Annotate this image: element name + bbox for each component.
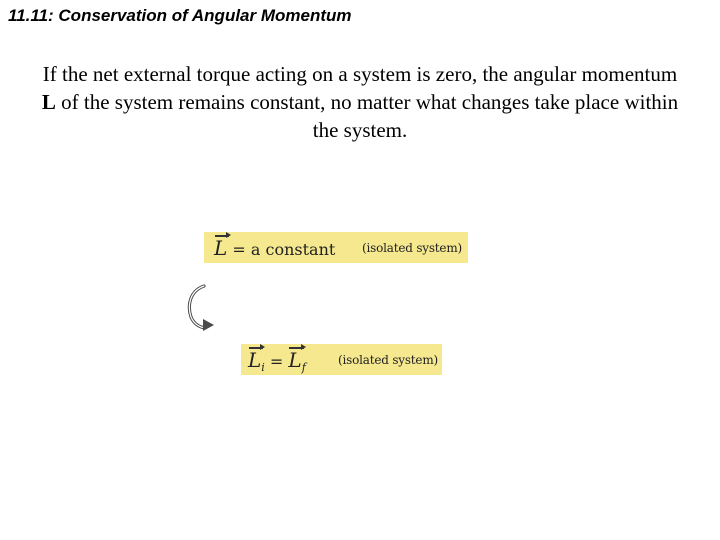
final-subscript: f — [301, 361, 306, 374]
equation-constant-expression — [214, 238, 335, 259]
equation-conservation-note: (isolated system) — [338, 353, 438, 367]
equation-conservation — [241, 344, 442, 375]
statement-text — [40, 60, 680, 144]
slide-title: 11.11: Conservation of Angular Momentum — [8, 6, 352, 25]
equals-sign: = — [269, 352, 284, 371]
statement-symbol: L — [41, 90, 56, 114]
initial-momentum-vector: L — [248, 348, 262, 372]
curved-arrow-icon — [184, 283, 220, 333]
statement-part-2: of the system remains constant, no matter what changes take place within the system. — [55, 90, 679, 142]
final-momentum-vector: L — [288, 348, 302, 372]
equation-constant-note: (isolated system) — [362, 241, 462, 255]
angular-momentum-vector: L — [214, 236, 228, 260]
statement-part-1: If the net external torque acting on a system is zero, the angular momentum — [42, 62, 678, 86]
equation-conservation-expression — [248, 348, 306, 374]
equation-constant — [204, 232, 468, 263]
initial-subscript: i — [261, 361, 265, 374]
equation-constant-rhs: = a constant — [232, 240, 336, 259]
